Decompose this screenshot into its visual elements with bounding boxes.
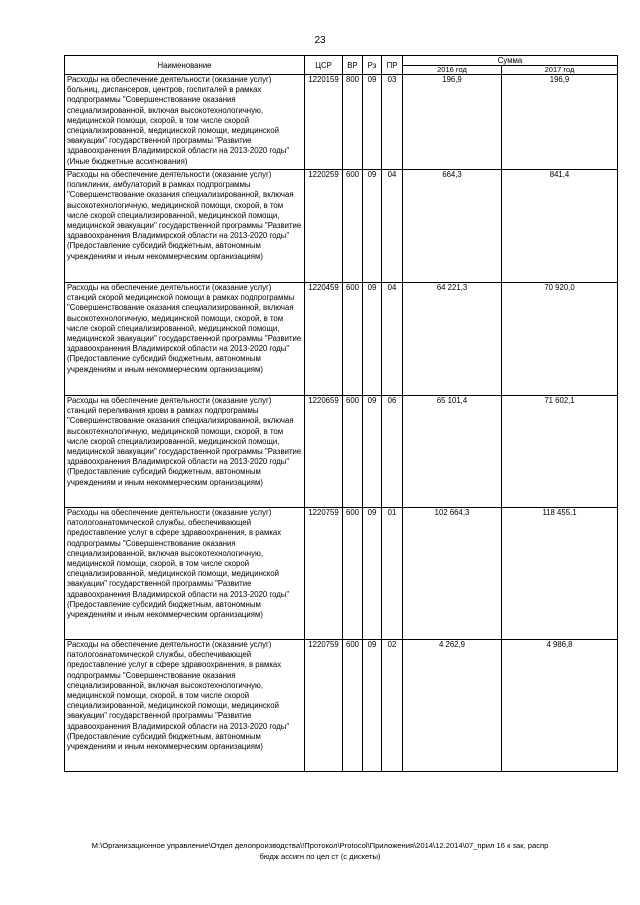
file-path-footer [40, 840, 600, 862]
header-csr: ЦСР [305, 56, 343, 75]
header-sum: Сумма [403, 56, 618, 66]
row-csr: 1220159 [305, 75, 343, 170]
row-name: Расходы на обеспечение деятельности (оказание услуг) больниц, диспансеров, центров, госпиталей в рамках подпрограммы "Совершенствование оказания специализированной, включая высокотехнологичную, медицинской помощи, скорой, в том числе скорой специализированной, медицинской помощи, медицинской эвакуации" государственной программы "Развитие здравоохранения Владимирской области на 2013-2020 годы" (Иные бюджетные ассигнования) [65, 75, 305, 170]
row-vr: 600 [343, 640, 363, 772]
row-csr: 1220759 [305, 640, 343, 772]
row-rz: 09 [363, 396, 382, 508]
table-row [65, 170, 618, 283]
row-name: Расходы на обеспечение деятельности (оказание услуг) станций переливания крови в рамках подпрограммы "Совершенствование оказания специализированной, включая высокотехнологичную, медицинской помощи, скорой, в том числе скорой специализированной, медицинской помощи, медицинской эвакуации" государственной программы "Развитие здравоохранения Владимирской области на 2013-2020 годы" (Предоставление субсидий бюджетным, автономным учреждениям и иным некоммерческим организациям) [65, 396, 305, 508]
row-pr: 06 [382, 396, 403, 508]
header-rz: Рз [363, 56, 382, 75]
header-year-2016: 2016 год [403, 66, 502, 75]
row-rz: 09 [363, 170, 382, 283]
row-vr: 600 [343, 283, 363, 396]
row-sum-2017: 196,9 [502, 75, 618, 170]
header-pr: ПР [382, 56, 403, 75]
row-pr: 01 [382, 508, 403, 640]
row-sum-2016: 64 221,3 [403, 283, 502, 396]
header-year-2017: 2017 год [502, 66, 618, 75]
page-number: 23 [314, 35, 326, 46]
row-sum-2017: 4 986,8 [502, 640, 618, 772]
row-name: Расходы на обеспечение деятельности (оказание услуг) патологоанатомической службы, обеспечивающей предоставление услуг в сфере здравоохранения, в рамках подпрограммы "Совершенствование оказания специализированной, включая высокотехнологичную, медицинской помощи, скорой, в том числе скорой специализированной, медицинской помощи, медицинской эвакуации" государственной программы "Развитие здравоохранения Владимирской области на 2013-2020 годы" (Предоставление субсидий бюджетным, автономным учреждениям и иным некоммерческим организациям) [65, 640, 305, 772]
row-rz: 09 [363, 508, 382, 640]
row-sum-2016: 196,9 [403, 75, 502, 170]
header-vr: ВР [343, 56, 363, 75]
table-row [65, 283, 618, 396]
row-sum-2016: 664,3 [403, 170, 502, 283]
row-pr: 02 [382, 640, 403, 772]
row-vr: 600 [343, 170, 363, 283]
row-csr: 1220759 [305, 508, 343, 640]
row-pr: 04 [382, 283, 403, 396]
file-path-line-2: бюдж ассигн по цел ст (с дискеты) [259, 852, 381, 861]
table-row [65, 396, 618, 508]
row-name: Расходы на обеспечение деятельности (оказание услуг) станций скорой медицинской помощи в рамках подпрограммы "Совершенствование оказания специализированной, включая высокотехнологичную, медицинской помощи, скорой, в том числе скорой специализированной, медицинской помощи, медицинской эвакуации" государственной программы "Развитие здравоохранения Владимирской области на 2013-2020 годы" (Предоставление субсидий бюджетным, автономным учреждениям и иным некоммерческим организациям) [65, 283, 305, 396]
file-path-line-1: M:\Организационное управление\Отдел делопроизводства\!Протокол\Protocol\Приложения\2014\12.2014\07_прил 16 к зак, распр [91, 841, 549, 850]
budget-table [64, 55, 618, 772]
row-pr: 03 [382, 75, 403, 170]
row-csr: 1220659 [305, 396, 343, 508]
table-row [65, 75, 618, 170]
row-sum-2017: 71 602,1 [502, 396, 618, 508]
row-sum-2016: 102 664,3 [403, 508, 502, 640]
row-pr: 04 [382, 170, 403, 283]
row-csr: 1220459 [305, 283, 343, 396]
row-sum-2017: 118 455,1 [502, 508, 618, 640]
row-sum-2017: 841,4 [502, 170, 618, 283]
row-vr: 600 [343, 396, 363, 508]
row-sum-2016: 65 101,4 [403, 396, 502, 508]
row-vr: 800 [343, 75, 363, 170]
row-rz: 09 [363, 640, 382, 772]
row-name: Расходы на обеспечение деятельности (оказание услуг) поликлиник, амбулаторий в рамках подпрограммы "Совершенствование оказания специализированной, включая высокотехнологичную, медицинской помощи, скорой, в том числе скорой специализированной, медицинской помощи, медицинской эвакуации" государственной программы "Развитие здравоохранения Владимирской области на 2013-2020 годы" (Предоставление субсидий бюджетным, автономным учреждениям и иным некоммерческим организациям) [65, 170, 305, 283]
row-sum-2016: 4 262,9 [403, 640, 502, 772]
table-row [65, 508, 618, 640]
row-csr: 1220259 [305, 170, 343, 283]
row-rz: 09 [363, 75, 382, 170]
row-sum-2017: 70 920,0 [502, 283, 618, 396]
row-rz: 09 [363, 283, 382, 396]
header-name: Наименование [65, 56, 305, 75]
row-vr: 600 [343, 508, 363, 640]
row-name: Расходы на обеспечение деятельности (оказание услуг) патологоанатомической службы, обеспечивающей предоставление услуг в сфере здравоохранения, в рамках подпрограммы "Совершенствование оказания специализированной, включая высокотехнологичную, медицинской помощи, скорой, в том числе скорой специализированной, медицинской помощи, медицинской эвакуации" государственной программы "Развитие здравоохранения Владимирской области на 2013-2020 годы" (Предоставление субсидий бюджетным, автономным учреждениям и иным некоммерческим организациям) [65, 508, 305, 640]
table-row [65, 640, 618, 772]
